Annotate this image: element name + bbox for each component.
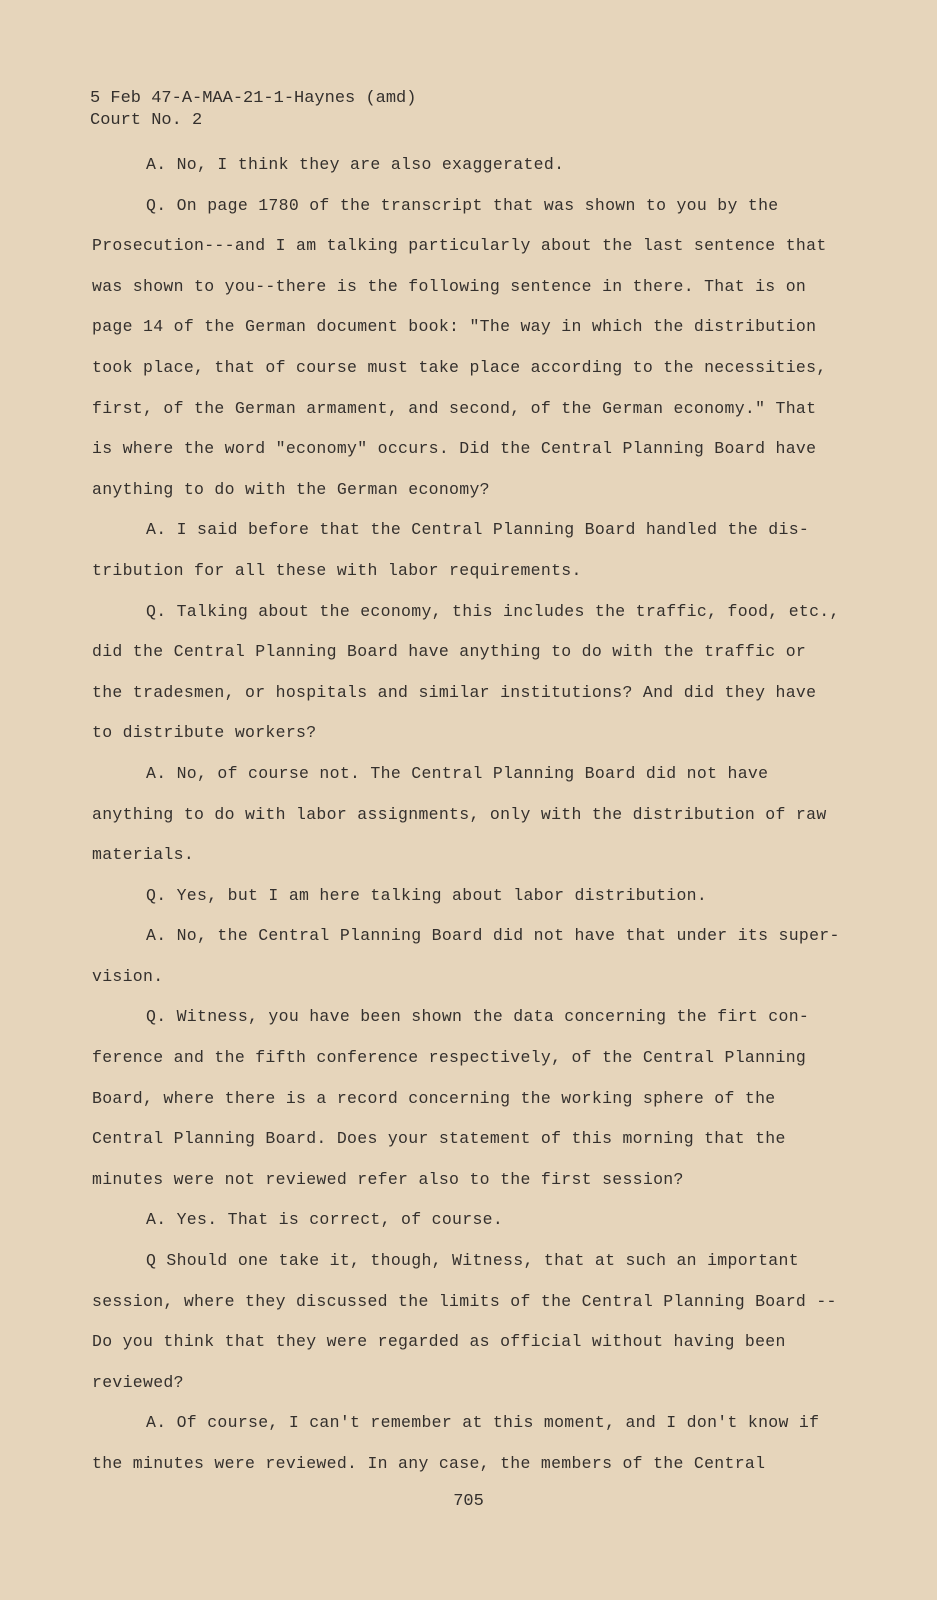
transcript-line: A. I said before that the Central Planning Board handled the dis- xyxy=(146,520,810,540)
page-number: 705 xyxy=(453,1492,484,1511)
transcript-line: Q. On page 1780 of the transcript that was shown to you by the xyxy=(146,195,779,215)
transcript-line: session, where they discussed the limits of the Central Planning Board -- xyxy=(92,1291,837,1311)
transcript-line: A. No, the Central Planning Board did not have that under its super- xyxy=(146,926,840,946)
transcript-line: the tradesmen, or hospitals and similar institutions? And did they have xyxy=(92,682,817,702)
transcript-line: first, of the German armament, and second, of the German economy." That xyxy=(92,398,817,418)
transcript-line: Central Planning Board. Does your statement of this morning that the xyxy=(92,1129,786,1149)
transcript-line: ference and the fifth conference respectively, of the Central Planning xyxy=(92,1048,807,1068)
transcript-line: A. No, of course not. The Central Planning Board did not have xyxy=(146,763,769,783)
transcript-line: A. Yes. That is correct, of course. xyxy=(146,1210,504,1230)
transcript-line: minutes were not reviewed refer also to the first session? xyxy=(92,1169,684,1189)
transcript-line: tribution for all these with labor requirements. xyxy=(92,560,582,580)
transcript-line: page 14 of the German document book: "The way in which the distribution xyxy=(92,317,817,337)
transcript-line: the minutes were reviewed. In any case, the members of the Central xyxy=(92,1454,766,1473)
transcript-line: is where the word "economy" occurs. Did the Central Planning Board have xyxy=(92,439,817,459)
transcript-line: vision. xyxy=(92,966,164,986)
header-court: Court No. 2 xyxy=(90,111,203,130)
document-header xyxy=(90,88,416,132)
transcript-line: did the Central Planning Board have anything to do with the traffic or xyxy=(92,642,807,662)
transcript-line: materials. xyxy=(92,845,195,865)
transcript-line: A. No, I think they are also exaggerated. xyxy=(146,155,565,174)
header-reference: 5 Feb 47-A-MAA-21-1-Haynes (amd) xyxy=(90,89,417,108)
transcript-line: anything to do with labor assignments, only with the distribution of raw xyxy=(92,804,827,824)
transcript-line: anything to do with the German economy? xyxy=(92,479,490,499)
transcript-line: A. Of course, I can't remember at this moment, and I don't know if xyxy=(146,1413,820,1433)
transcript-line: Board, where there is a record concerning the working sphere of the xyxy=(92,1088,776,1108)
transcript-line: Q Should one take it, though, Witness, that at such an important xyxy=(146,1251,799,1271)
transcript-line: reviewed? xyxy=(92,1372,184,1392)
transcript-line: Q. Witness, you have been shown the data concerning the firt con- xyxy=(146,1007,810,1027)
transcript-line: Q. Yes, but I am here talking about labor distribution. xyxy=(146,885,708,905)
transcript-body xyxy=(92,145,892,1485)
transcript-line: Do you think that they were regarded as official without having been xyxy=(92,1332,786,1352)
transcript-line: Q. Talking about the economy, this includes the traffic, food, etc., xyxy=(146,601,840,621)
transcript-line: took place, that of course must take place according to the necessities, xyxy=(92,357,827,377)
transcript-line: Prosecution---and I am talking particularly about the last sentence that xyxy=(92,236,827,256)
transcript-line: to distribute workers? xyxy=(92,723,317,743)
transcript-line: was shown to you--there is the following sentence in there. That is on xyxy=(92,276,807,296)
